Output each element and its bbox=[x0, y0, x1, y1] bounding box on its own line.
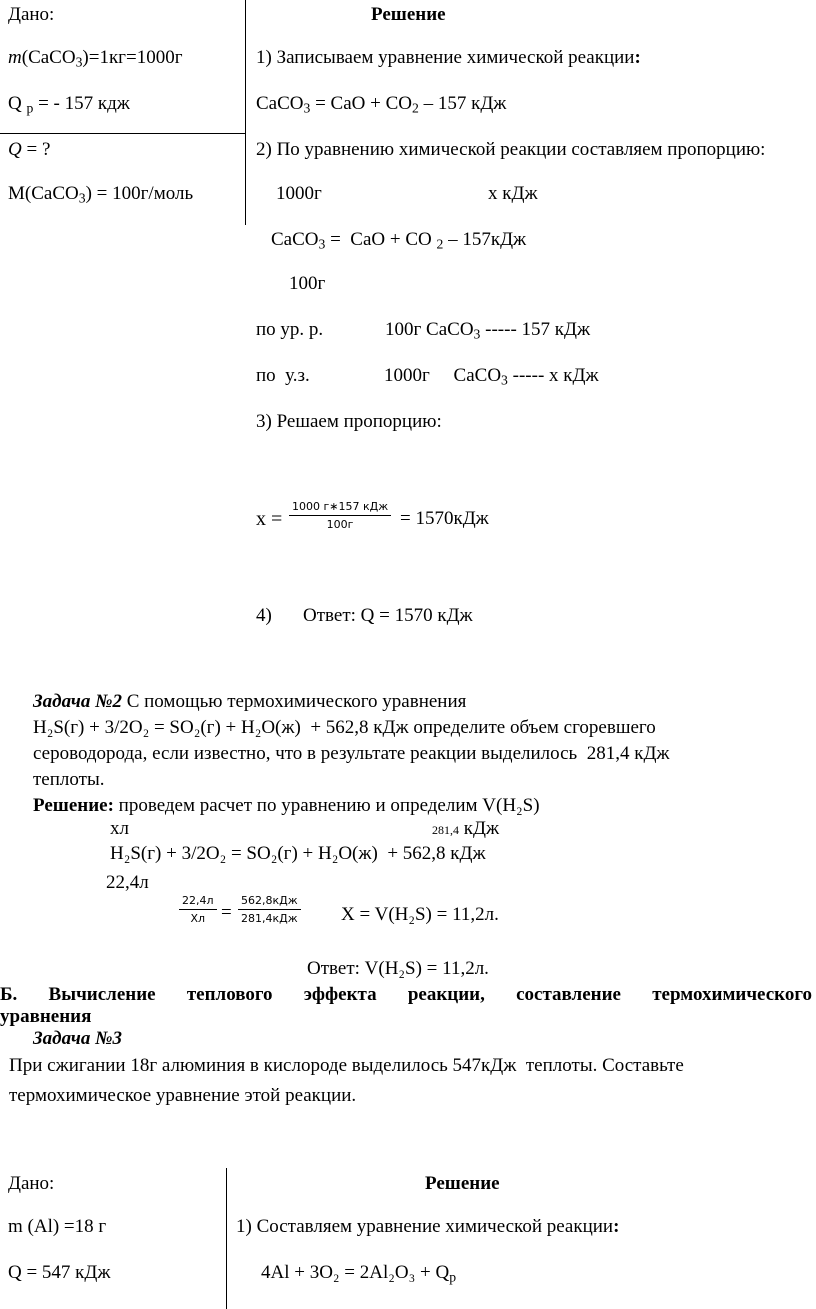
table2-equation-text: 4Al + 3O₂ = 2Al₂O₃ + Q bbox=[261, 1262, 450, 1283]
task2-heat-small: 281,4 bbox=[432, 823, 459, 837]
by-eq-label: по ур. р. bbox=[256, 319, 324, 340]
task2-title: Задача №2 bbox=[33, 691, 122, 712]
equation2 bbox=[271, 229, 526, 251]
eq2-part1: CaCO bbox=[271, 229, 319, 250]
table1-given-separator bbox=[0, 133, 245, 134]
task2-fraction1-denominator: Хл bbox=[190, 912, 206, 926]
by-eq-value: 100г CaCO bbox=[385, 319, 474, 340]
x-result: = 1570кДж bbox=[400, 508, 489, 529]
table2-heat: Q = 547 кДж bbox=[8, 1262, 111, 1283]
step1-text: 1) Записываем уравнение химической реакции bbox=[256, 47, 635, 68]
given-heat bbox=[8, 93, 130, 115]
molar-label: M(CaCO bbox=[8, 183, 79, 204]
step4-num: 4) bbox=[256, 605, 272, 626]
by-eq-sub: 3 bbox=[473, 326, 481, 342]
mass-sub: 3 bbox=[75, 54, 83, 70]
step1 bbox=[256, 47, 641, 69]
q-sub: p bbox=[26, 100, 34, 116]
eq1-part2: = CaO + CO bbox=[310, 93, 412, 114]
section-b-heading-2: уравнения bbox=[0, 1006, 92, 1027]
by-cond-end: ----- х кДж bbox=[507, 365, 599, 386]
by-cond-sub: 3 bbox=[501, 372, 508, 388]
task2-solution-line bbox=[33, 795, 540, 817]
molar-sub: 3 bbox=[78, 190, 86, 206]
step3: 3) Решаем пропорцию: bbox=[256, 411, 442, 432]
table2-step1-colon: : bbox=[613, 1216, 620, 1237]
by-cond-row bbox=[384, 365, 599, 387]
eq1-part1: CaCO bbox=[256, 93, 304, 114]
q-symbol: Q bbox=[8, 93, 22, 114]
task2-solution-text: проведем расчет по уравнению и определим V(H₂S) bbox=[113, 795, 540, 816]
task2-intro: С помощью термохимического уравнения bbox=[121, 691, 467, 712]
mass-formula: CaCO bbox=[28, 47, 76, 68]
eq1-sub1: 3 bbox=[303, 100, 311, 116]
task2-heat-unit: кДж bbox=[459, 818, 500, 839]
task2-heat-label bbox=[432, 818, 499, 840]
step4-answer: Ответ: Q = 1570 кДж bbox=[303, 605, 473, 626]
task2-equation-line: H₂S(г) + 3/2O₂ = SO₂(г) + H₂O(ж) + 562,8 кДж определите объем сгоревшего bbox=[33, 717, 656, 738]
find-q bbox=[8, 139, 50, 161]
by-cond-label: по у.з. bbox=[256, 365, 310, 386]
eq2-part3: – 157кДж bbox=[443, 229, 527, 250]
task2-fraction2 bbox=[238, 894, 301, 925]
molar-mass bbox=[8, 183, 193, 205]
task3-line2: термохимическое уравнение этой реакции. bbox=[9, 1085, 357, 1106]
task2-line1 bbox=[33, 691, 466, 713]
above-right: х кДж bbox=[488, 183, 538, 204]
task2-equation2: H₂S(г) + 3/2O₂ = SO₂(г) + H₂O(ж) + 562,8 кДж bbox=[110, 843, 486, 864]
task2-line3: сероводорода, если известно, что в результате реакции выделилось 281,4 кДж bbox=[33, 743, 670, 764]
molar-value: ) = 100г/моль bbox=[85, 183, 194, 204]
task2-solution-label: Решение: bbox=[33, 795, 114, 816]
step2: 2) По уравнению химической реакции составляем пропорцию: bbox=[256, 139, 766, 160]
eq2-sub2: 2 bbox=[436, 236, 444, 252]
by-cond-value: 1000г CaCO bbox=[384, 365, 502, 386]
find-value: = ? bbox=[26, 139, 51, 160]
task2-fraction1-numerator: 22,4л bbox=[179, 894, 217, 910]
task3-title: Задача №3 bbox=[33, 1028, 122, 1049]
mass-value: )=1кг=1000г bbox=[82, 47, 183, 68]
below-left: 100г bbox=[289, 273, 326, 294]
by-eq-end: ----- 157 кДж bbox=[480, 319, 591, 340]
task2-answer: Ответ: V(H₂S) = 11,2л. bbox=[307, 958, 489, 979]
mass-symbol: m bbox=[8, 47, 22, 68]
eq2-sub1: 3 bbox=[318, 236, 326, 252]
task2-line4: теплоты. bbox=[33, 769, 105, 790]
table2-step1 bbox=[236, 1216, 619, 1238]
task2-fraction2-denominator: 281,4кДж bbox=[241, 912, 298, 926]
eq1-sub2: 2 bbox=[412, 100, 419, 116]
table1-divider bbox=[245, 0, 246, 225]
find-symbol: Q bbox=[8, 139, 22, 160]
table2-equation bbox=[261, 1262, 456, 1284]
table2-equation-sub: р bbox=[449, 1269, 457, 1285]
equation1 bbox=[256, 93, 506, 115]
x-fraction bbox=[289, 500, 391, 531]
above-left: 1000г bbox=[276, 183, 322, 204]
eq1-part3: – 157 кДж bbox=[418, 93, 507, 114]
table2-solution-header: Решение bbox=[425, 1173, 500, 1194]
task2-volume: 22,4л bbox=[106, 872, 149, 893]
section-b-heading: Б. Вычисление теплового эффекта реакции, составление термохимического bbox=[0, 984, 812, 1005]
q-value: = - 157 кдж bbox=[38, 93, 130, 114]
x-fraction-denominator: 100г bbox=[326, 518, 354, 532]
task2-result: X = V(H₂S) = 11,2л. bbox=[341, 904, 499, 925]
task2-equals: = bbox=[221, 902, 232, 923]
table2-step1-text: 1) Составляем уравнение химической реакции bbox=[236, 1216, 614, 1237]
task2-fraction2-numerator: 562,8кДж bbox=[238, 894, 301, 910]
x-fraction-numerator: 1000 г∗157 кДж bbox=[289, 500, 391, 516]
given-header: Дано: bbox=[8, 4, 55, 25]
task2-fraction1 bbox=[179, 894, 217, 925]
x-variable: x = bbox=[256, 508, 283, 530]
task3-line1: При сжигании 18г алюминия в кислороде выделилось 547кДж теплоты. Составьте bbox=[9, 1055, 684, 1076]
step1-colon: : bbox=[634, 47, 641, 68]
solution-header: Решение bbox=[371, 4, 446, 25]
table2-mass: m (Al) =18 г bbox=[8, 1216, 107, 1237]
given-mass: m(CaCO$_3$)=1кг=1000г bbox=[8, 47, 183, 70]
table2-given-header: Дано: bbox=[8, 1173, 55, 1194]
by-eq-row bbox=[385, 319, 590, 341]
eq2-part2: = CaO + CO bbox=[325, 229, 437, 250]
table2-divider bbox=[226, 1168, 227, 1309]
task2-x-liters: хл bbox=[110, 818, 129, 839]
